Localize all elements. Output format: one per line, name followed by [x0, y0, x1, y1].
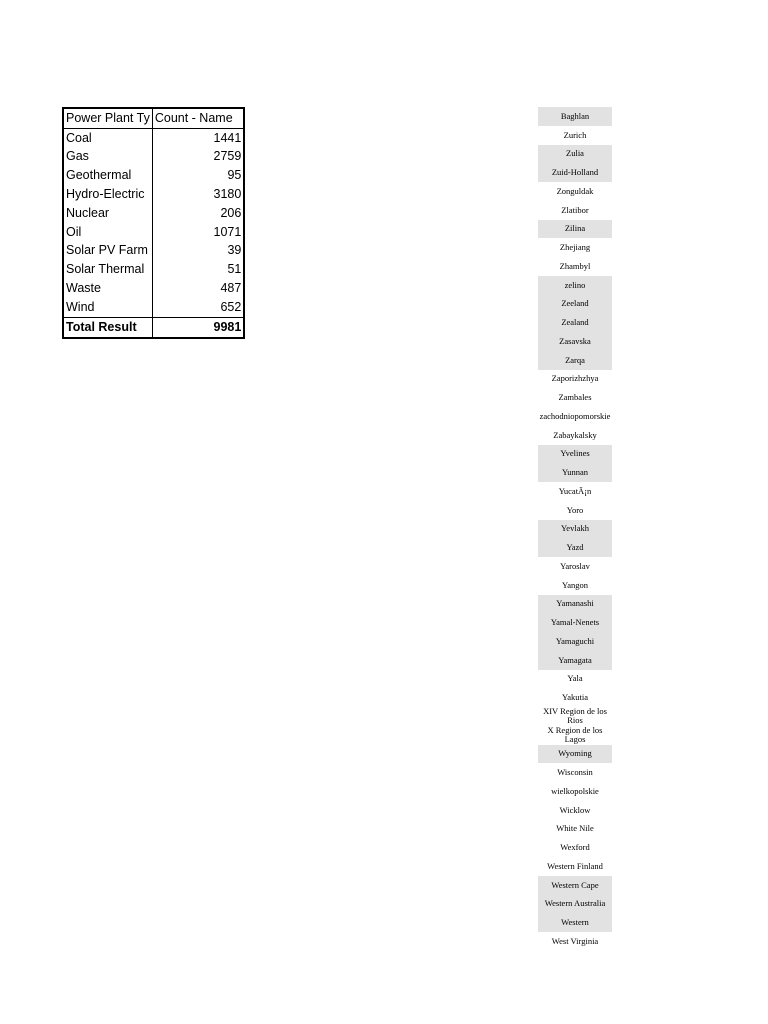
region-name: Zulia [566, 148, 584, 159]
region-list-item [538, 426, 612, 445]
region-name: Yunnan [562, 467, 588, 478]
power-plant-type-cell: Gas [63, 148, 152, 167]
power-plant-type-cell: Nuclear [63, 204, 152, 223]
region-name: Yamaguchi [555, 635, 595, 646]
region-list-item [538, 370, 612, 389]
region-list-item [538, 126, 612, 145]
region-name: wielkopolskie [551, 785, 599, 796]
region-list-item [538, 670, 612, 689]
region-name: Yamagata [558, 654, 592, 665]
region-list-item [538, 688, 612, 707]
pivot-row [63, 298, 244, 317]
region-name: Wexford [560, 842, 590, 853]
region-list-item [538, 163, 612, 182]
count-cell: 2759 [213, 149, 242, 164]
region-name: Western Cape [551, 879, 599, 890]
region-name: Zaporizhzhya [551, 373, 599, 384]
region-name: Wicklow [559, 804, 591, 815]
region-list-item [538, 876, 612, 895]
region-list [538, 107, 612, 951]
region-name: Wisconsin [557, 767, 593, 778]
region-list-item [538, 726, 612, 745]
region-name: YucatÃ¡n [558, 485, 592, 496]
region-list-item [538, 838, 612, 857]
region-list-item [538, 820, 612, 839]
region-list-item [538, 501, 612, 520]
region-name: Zuid-Holland [551, 167, 599, 178]
region-list-item [538, 257, 612, 276]
pivot-row [63, 166, 244, 185]
region-name: Zonguldak [556, 185, 594, 196]
total-label: Total Result [63, 317, 152, 337]
region-list-item [538, 576, 612, 595]
region-name: Western Australia [544, 898, 606, 909]
region-name: Yoro [566, 504, 584, 515]
region-list-item [538, 201, 612, 220]
region-list-item [538, 295, 612, 314]
power-plant-type-cell: Solar Thermal [63, 260, 152, 279]
region-list-item [538, 482, 612, 501]
region-name: White Nile [556, 823, 594, 834]
region-list-item [538, 801, 612, 820]
pivot-row [63, 128, 244, 147]
region-list-item [538, 932, 612, 951]
pivot-header-row [63, 108, 244, 128]
region-name: Yala [567, 673, 583, 684]
region-list-item [538, 520, 612, 539]
total-count: 9981 [152, 317, 244, 337]
region-name: Wyoming [558, 748, 592, 759]
region-list-item [538, 763, 612, 782]
region-name: XIV Region de los Rios [543, 707, 607, 726]
region-name: Baghlan [560, 110, 590, 121]
region-name: X Region de los Lagos [547, 725, 603, 745]
region-list-item [538, 913, 612, 932]
region-list-item [538, 782, 612, 801]
region-list-item [538, 557, 612, 576]
region-name: Zealand [561, 317, 589, 328]
region-name: Zilina [564, 223, 586, 234]
pivot-row [63, 242, 244, 261]
pivot-row [63, 204, 244, 223]
region-list-item [538, 857, 612, 876]
power-plant-type-cell: Waste [63, 279, 152, 298]
count-cell: 1441 [213, 130, 242, 145]
region-name: Zarqa [565, 354, 585, 365]
region-list-item [538, 107, 612, 126]
region-list-item [538, 276, 612, 295]
region-name: Yamanashi [556, 598, 594, 609]
region-name: Yakutia [561, 692, 589, 703]
count-cell: 206 [220, 205, 242, 220]
pivot-row [63, 148, 244, 167]
region-list-item [538, 613, 612, 632]
region-list-item [538, 463, 612, 482]
power-plant-type-cell: Solar PV Farm [63, 242, 152, 261]
region-name: Western [561, 917, 589, 928]
region-list-item [538, 707, 612, 726]
power-plant-type-cell: Geothermal [63, 166, 152, 185]
region-list-item [538, 388, 612, 407]
power-plant-type-cell: Wind [63, 298, 152, 317]
region-name: Yvelines [560, 448, 590, 459]
count-cell: 1071 [213, 224, 242, 239]
pivot-row [63, 260, 244, 279]
region-list-item [538, 745, 612, 764]
header-count-name: Count - Name [152, 108, 244, 128]
region-name: Zabaykalsky [553, 429, 597, 440]
region-name: Zeeland [561, 298, 589, 309]
count-cell: 39 [227, 243, 242, 258]
region-list-item [538, 895, 612, 914]
region-list-item [538, 538, 612, 557]
region-list-item [538, 651, 612, 670]
region-name: zachodniopomorskie [539, 410, 611, 421]
power-plant-type-cell: Coal [63, 128, 152, 147]
region-name: Yazd [566, 542, 584, 553]
region-name: Yaroslav [560, 560, 590, 571]
region-name: Yangon [561, 579, 589, 590]
pivot-table [62, 107, 245, 339]
region-list-item [538, 595, 612, 614]
power-plant-type-cell: Hydro-Electric [63, 185, 152, 204]
region-list-item [538, 632, 612, 651]
region-list-item [538, 313, 612, 332]
region-name: Yevlakh [561, 523, 589, 534]
pivot-row [63, 185, 244, 204]
count-cell: 95 [227, 168, 242, 183]
count-cell: 3180 [213, 187, 242, 202]
region-name: Zhejiang [559, 242, 591, 253]
region-name: Western Finland [547, 860, 603, 871]
count-cell: 487 [220, 281, 242, 296]
region-list-item [538, 220, 612, 239]
header-power-plant-type: Power Plant Ty [63, 108, 152, 128]
region-name: Zasavska [559, 335, 591, 346]
region-name: Zlatibor [561, 204, 589, 215]
pivot-row [63, 223, 244, 242]
region-name: Zambales [558, 392, 592, 403]
region-list-item [538, 407, 612, 426]
region-list-item [538, 332, 612, 351]
count-cell: 51 [227, 262, 242, 277]
region-list-item [538, 351, 612, 370]
region-list-item [538, 182, 612, 201]
power-plant-type-cell: Oil [63, 223, 152, 242]
count-cell: 652 [220, 299, 242, 314]
region-name: West Virginia [551, 935, 599, 946]
region-list-item [538, 445, 612, 464]
region-name: zelino [564, 279, 586, 290]
region-name: Zurich [563, 129, 587, 140]
region-list-item [538, 238, 612, 257]
pivot-row [63, 279, 244, 298]
region-name: Zhambyl [559, 260, 591, 271]
pivot-total-row [63, 317, 244, 337]
region-list-item [538, 145, 612, 164]
region-name: Yamal-Nenets [550, 617, 600, 628]
